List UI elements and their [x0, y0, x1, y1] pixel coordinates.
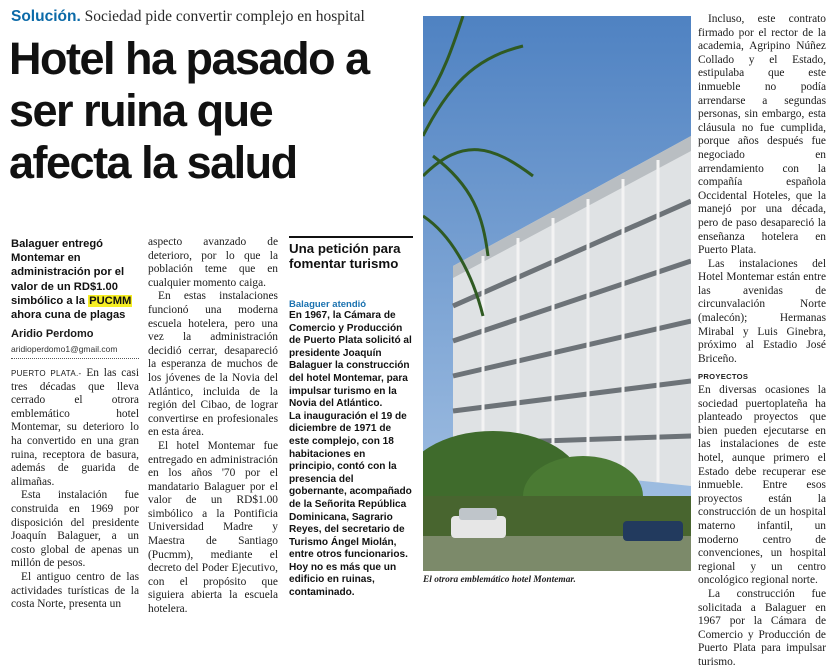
article-column-4	[698, 13, 826, 670]
photo-caption: El otrora emblemático hotel Montemar.	[423, 575, 576, 585]
kicker-text: Sociedad pide convertir complejo en hospital	[84, 8, 365, 25]
article-column-2	[148, 236, 278, 617]
paragraph: En diversas ocasiones la sociedad puertoplateña ha planteado proyectos que bien pueden ejecutarse en las instalaciones de este hotel, aunque primero el Estado debe recuperar ese inmueble. Entre esos proyectos están la construcción de un hospital materno infantil, un moderno centro de convenciones, un hospital regional y un centro oncológico regional norte.	[698, 384, 826, 587]
headline-line-3: afecta la salud	[9, 137, 297, 188]
paragraph: El hotel Montemar fue entregado en administración en los años '70 por el mandatario Balaguer por el valor de un RD$1.00 simbólico a la Pontificia Universidad Madre y Maestra de Santiago (Pucmm), mediante el decreto del Poder Ejecutivo, con el propósito que siguiera abierta la escuela hotelera.	[148, 439, 278, 616]
sidebar-subhead: Balaguer atendió	[289, 299, 367, 310]
byline-author: Aridio Perdomo	[11, 328, 94, 340]
dateline: PUERTO PLATA.-	[11, 369, 82, 378]
divider	[11, 358, 139, 359]
paragraph-text: En las casi tres décadas que lleva cerrado el otrora emblemático hotel Montemar, su deterioro lo ha convertido en una gran ruina, receptora de basura, además de guarida de alimañas.	[11, 367, 139, 488]
sidebar-box	[289, 236, 413, 600]
paragraph: Las instalaciones del Hotel Montemar están entre las avenidas de circunvalación Norte (malecón); Hermanas Mirabal y Luis Ginebra, próximo al Estadio José Briceño.	[698, 257, 826, 365]
headline	[9, 33, 414, 189]
headline-line-1: Hotel ha pasado a	[9, 33, 369, 84]
paragraph: En estas instalaciones funcionó una moderna escuela hotelera, pero una vez la administración decidió cerrar, desapareció la esperanza de muchos de los jóvenes de la Novia del Atlántico, incluida de la región del Cibao, de lograr convertirse en profesionales en esta área.	[148, 290, 278, 439]
article-column-1	[11, 367, 139, 612]
lead-summary	[11, 237, 139, 322]
sidebar-paragraph: Hoy no es más que un edificio en ruinas, contaminado.	[289, 561, 397, 599]
headline-line-2: ser ruina que	[9, 85, 273, 136]
sidebar-paragraph: La inauguración el 19 de diciembre de 1971 de este complejo, con 18 habitaciones en principio, contó con la presencia del gobernante, acompañado de la Señorita República Dominicana, Sagrario Reyes, del secretario de Turismo Ángel Miolán, entre otros funcionarios.	[289, 410, 412, 561]
sidebar-paragraph: En 1967, la Cámara de Comercio y Producción de Puerto Plata solicitó al presidente Joaquín Balaguer la construcción del hotel Montemar, para impulsar turismo en la Novia del Atlántico.	[289, 310, 412, 410]
sidebar-title: Una petición para fomentar turismo	[289, 236, 413, 271]
section-subhead: PROYECTOS	[698, 372, 749, 382]
lead-text-end: ahora cuna de plagas	[11, 309, 126, 322]
paragraph: El antiguo centro de las actividades turísticas de la costa Norte, presenta un	[11, 570, 139, 611]
paragraph: La construcción fue solicitada a Balaguer en 1967 por la Cámara de Comercio y Producción de Puerto Plata para impulsar turismo.	[698, 587, 826, 668]
kicker-label: Solución.	[11, 8, 81, 25]
paragraph: Incluso, este contrato firmado por el rector de la academia, Agripino Núñez Collado y el Estado, estipulaba que este inmueble no podía arrendarse a segundas personas, sin embargo, esta cláusula no fue cumplida, porque años después fue negociado en arrendamiento con la compañía española Occidental Hoteles, que la manejó por una década, pero de paso desapareció la enseñanza hotelera en Puerto Plata.	[698, 13, 826, 257]
hotel-building-illustration	[423, 16, 691, 571]
kicker	[11, 8, 365, 26]
hotel-photo	[423, 16, 691, 571]
paragraph	[11, 367, 139, 489]
paragraph: aspecto avanzado de deterioro, por lo que la población teme que en cualquier momento caiga.	[148, 236, 278, 289]
byline-email: aridioperdomo1@gmail.com	[11, 344, 118, 354]
lead-text: Balaguer entregó Montemar en administración por el valor de un RD$1.00 simbólico a la	[11, 238, 125, 307]
lead-highlight: PUCMM	[89, 294, 132, 307]
paragraph: Esta instalación fue construida en 1969 por disposición del presidente Joaquín Balaguer, a un costo global de apenas un millón de pesos.	[11, 489, 139, 570]
